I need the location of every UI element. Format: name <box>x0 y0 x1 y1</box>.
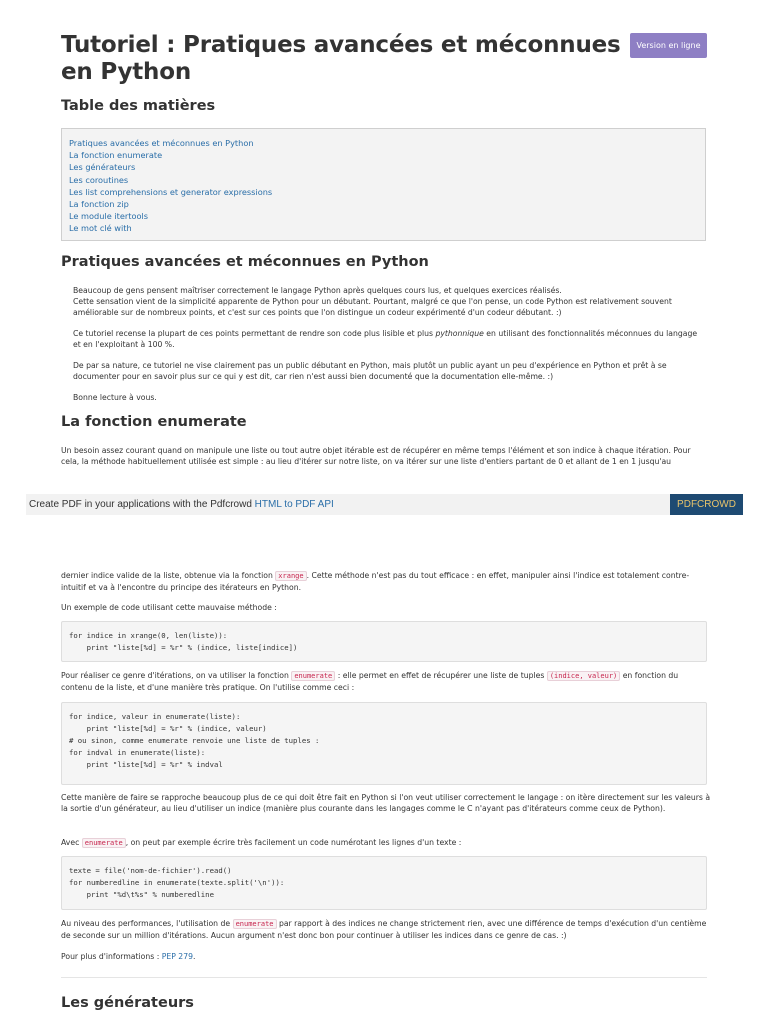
code-block: for indice in xrange(0, len(liste)): print "liste[%d] = %r" % (indice, liste[indice]) <box>61 621 707 662</box>
intro-heading: Pratiques avancées et méconnues en Python <box>61 254 429 270</box>
paragraph-text: . <box>192 952 196 961</box>
paragraph-text: . Cette méthode n'est pas du tout efficace : en effet, manipuler ainsi l'indice est totalement contre-intuitif et va à l'encontre du principe des itérateurs en Python. <box>61 571 690 592</box>
paragraph-text: : elle permet en effet de récupérer une liste de tuples <box>335 671 547 680</box>
paragraph-text: Avec <box>61 838 82 847</box>
toc-link[interactable]: Les générateurs <box>69 162 136 173</box>
enumerate-paragraph <box>61 570 711 593</box>
intro-text: Cette sensation vient de la simplicité apparente de Python pour un débutant. Pourtant, malgré ce que l'on pense, un code Python est relativement souvent améliorable sur de nombreux points, et c'est sur ces points que l'on distingue un codeur expérimenté d'un codeur débutant. :) <box>73 297 672 317</box>
enumerate-paragraph: Un exemple de code utilisant cette mauvaise méthode : <box>61 603 277 612</box>
pdfcrowd-button[interactable]: PDFCROWD <box>670 494 743 515</box>
enumerate-paragraph <box>61 670 711 693</box>
paragraph-text: Pour réaliser ce genre d'itérations, on va utiliser la fonction <box>61 671 292 680</box>
enumerate-paragraph: Un besoin assez courant quand on manipule une liste ou tout autre objet itérable est de récupérer en même temps l'élément et son indice à chaque itération. Pour cela, la méthode habituellement utilisée est simple : au lieu d'itérer sur notre liste, on va itérer sur une liste d'entiers partant de 0 et allant de 1 en 1 jusqu'au <box>61 446 691 466</box>
enumerate-paragraph <box>61 918 711 941</box>
emphasis-text: pythonnique <box>435 329 484 338</box>
paragraph-text: dernier indice valide de la liste, obtenue via la fonction <box>61 571 276 580</box>
code-block: for indice, valeur in enumerate(liste): print "liste[%d] = %r" % (indice, valeur) # ou sinon, comme enumerate renvoie une liste de tuples : for indval in enumerate(liste): print "liste[%d] = %r" % indval <box>61 702 707 785</box>
intro-text: Ce tutoriel recense la plupart de ces points permettant de rendre son code plus lisible et plus <box>73 329 436 338</box>
pdfcrowd-banner <box>26 494 743 515</box>
paragraph-text: en fonction du contenu de la liste, et d'une manière très pratique. On l'utilise comme ceci : <box>61 671 679 692</box>
section-divider <box>61 977 707 978</box>
enumerate-paragraph <box>61 837 707 849</box>
toc-link[interactable]: Le mot clé with <box>69 223 132 234</box>
toc-link[interactable]: Les list comprehensions et generator expressions <box>69 186 273 197</box>
online-version-button[interactable]: Version en ligne <box>630 33 707 58</box>
enumerate-paragraph: Cette manière de faire se rapproche beaucoup plus de ce qui doit être fait en Python si l'on veut utiliser correctement le langage : on itère directement sur les valeurs à la sortie d'un générateur, au lieu d'utiliser un indice (manière plus courante dans les langages comme le C n'ayant pas d'itérateurs comme ceux de Python). <box>61 793 711 813</box>
table-of-contents <box>61 128 706 241</box>
pdfcrowd-link[interactable]: HTML to PDF API <box>254 499 334 510</box>
pep-279-link[interactable]: PEP 279 <box>161 952 193 961</box>
toc-link[interactable]: Le module itertools <box>69 211 149 222</box>
enumerate-paragraph <box>61 951 707 962</box>
generators-heading: Les générateurs <box>61 995 194 1011</box>
enumerate-heading: La fonction enumerate <box>61 414 247 430</box>
paragraph-text: Pour plus d'informations : <box>61 952 162 961</box>
intro-paragraph <box>73 285 707 318</box>
intro-paragraph: De par sa nature, ce tutoriel ne vise clairement pas un public débutant en Python, mais plutôt un public ayant un peu d'expérience en Python et prêt à se documenter pour en savoir plus sur ce qui y est dit, car rien n'est aussi bien documenté que la documentation elle-même. :) <box>73 361 667 381</box>
code-block: texte = file('nom-de-fichier').read() for numberedline in enumerate(texte.split('\n')): print "%d\t%s" % numberedline <box>61 856 707 910</box>
pdfcrowd-text <box>29 494 334 515</box>
paragraph-text: Au niveau des performances, l'utilisation de <box>61 919 233 928</box>
page-title: Tutoriel : Pratiques avancées et méconnues en Python <box>61 32 621 85</box>
inline-code: enumerate <box>233 919 277 929</box>
intro-text: en utilisant des fonctionnalités méconnues du langage et en l'exploitant à 100 %. <box>73 329 698 349</box>
toc-link[interactable]: La fonction zip <box>69 199 129 210</box>
inline-code: (indice, valeur) <box>547 671 620 681</box>
inline-code: enumerate <box>82 838 126 848</box>
pdfcrowd-label: Create PDF in your applications with the Pdfcrowd <box>29 499 255 510</box>
toc-heading: Table des matières <box>61 98 216 114</box>
toc-link[interactable]: Pratiques avancées et méconnues en Python <box>69 138 254 148</box>
toc-link[interactable]: Les coroutines <box>69 174 129 185</box>
intro-paragraph: Bonne lecture à vous. <box>73 393 157 402</box>
intro-paragraph <box>73 328 707 350</box>
paragraph-text: par rapport à des indices ne change strictement rien, avec une différence de temps d'exécution d'un centième de seconde sur un million d'itérations. Aucun argument n'est donc bon pour continuer à utiliser les indices dans ce genre de cas. :) <box>61 919 707 940</box>
intro-text: Beaucoup de gens pensent maîtriser correctement le langage Python après quelques cours lus, et quelques exercices réalisés. <box>73 286 562 295</box>
paragraph-text: , on peut par exemple écrire très facilement un code numérotant les lignes d'un texte : <box>125 838 462 847</box>
inline-code: enumerate <box>291 671 335 681</box>
toc-link[interactable]: La fonction enumerate <box>69 150 163 161</box>
inline-code: xrange <box>275 571 306 581</box>
